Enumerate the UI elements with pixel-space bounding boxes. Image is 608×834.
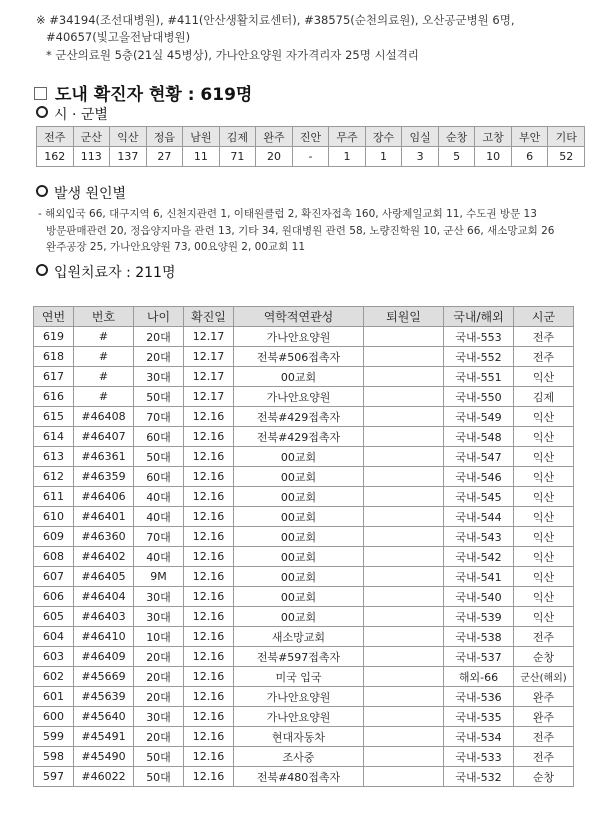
city-header-cell: 임실 [402, 127, 439, 147]
table-cell: 00교회 [234, 547, 364, 567]
table-cell: 익산 [514, 427, 574, 447]
table-cell: 국내-540 [444, 587, 514, 607]
cause-list [38, 206, 588, 256]
table-cell: 국내-548 [444, 427, 514, 447]
table-cell: 12.16 [184, 627, 234, 647]
table-cell: 607 [34, 567, 74, 587]
table-header-cell: 번호 [74, 307, 134, 327]
table-cell: 12.16 [184, 487, 234, 507]
city-count-cell: 71 [219, 147, 256, 167]
table-cell: 익산 [514, 587, 574, 607]
table-cell [364, 707, 444, 727]
table-cell: 익산 [514, 547, 574, 567]
table-cell: 전주 [514, 727, 574, 747]
table-cell: 20대 [134, 667, 184, 687]
table-cell: 00교회 [234, 587, 364, 607]
table-row [34, 607, 574, 627]
city-header-cell: 무주 [329, 127, 366, 147]
table-cell [364, 427, 444, 447]
table-cell: #45491 [74, 727, 134, 747]
table-row [34, 447, 574, 467]
table-cell: 609 [34, 527, 74, 547]
table-header-row [34, 307, 574, 327]
table-cell: #46407 [74, 427, 134, 447]
table-cell: 12.16 [184, 687, 234, 707]
table-cell: 순창 [514, 647, 574, 667]
table-cell: 20대 [134, 327, 184, 347]
table-cell: 618 [34, 347, 74, 367]
table-cell: 12.17 [184, 347, 234, 367]
note-line-3: * 군산의료원 5층(21실 45병상), 가나안요양원 자가격리자 25명 시설격리 [46, 48, 419, 62]
table-cell: 12.16 [184, 447, 234, 467]
table-cell: 00교회 [234, 447, 364, 467]
table-cell: #45639 [74, 687, 134, 707]
city-count-cell: 1 [329, 147, 366, 167]
table-cell: 가나안요양원 [234, 687, 364, 707]
table-cell: 전주 [514, 327, 574, 347]
table-cell: 새소망교회 [234, 627, 364, 647]
table-row [34, 707, 574, 727]
city-header-cell: 고창 [475, 127, 512, 147]
table-cell: # [74, 327, 134, 347]
table-cell: 12.16 [184, 567, 234, 587]
cause-line-3: 완주공장 25, 가나안요양원 73, 00요양원 2, 00교회 11 [46, 241, 306, 253]
table-cell: 12.16 [184, 767, 234, 787]
table-cell [364, 587, 444, 607]
table-cell: 군산(해외) [514, 667, 574, 687]
table-cell: 국내-541 [444, 567, 514, 587]
table-row [34, 727, 574, 747]
table-row [34, 407, 574, 427]
table-cell: 20대 [134, 727, 184, 747]
table-cell: 12.16 [184, 527, 234, 547]
table-cell: 국내-536 [444, 687, 514, 707]
circle-bullet-icon [36, 264, 48, 276]
table-cell: 국내-547 [444, 447, 514, 467]
table-cell: 12.16 [184, 547, 234, 567]
table-cell: 12.16 [184, 427, 234, 447]
page-title [34, 80, 252, 105]
table-cell [364, 687, 444, 707]
city-heading [36, 104, 108, 124]
table-row [34, 467, 574, 487]
table-cell: 30대 [134, 587, 184, 607]
note-line-2: #40657(빛고을전남대병원) [46, 30, 191, 44]
table-cell: 20대 [134, 647, 184, 667]
table-cell: 국내-545 [444, 487, 514, 507]
table-cell: 619 [34, 327, 74, 347]
table-cell: 국내-551 [444, 367, 514, 387]
table-cell: #46402 [74, 547, 134, 567]
table-cell: 해외-66 [444, 667, 514, 687]
table-cell [364, 527, 444, 547]
table-cell: 완주 [514, 707, 574, 727]
table-cell [364, 447, 444, 467]
cause-line-2: 방문판매관련 20, 정읍양지마을 관련 13, 기타 34, 원대병원 관련 58, 노량진학원 10, 군산 66, 새소망교회 26 [46, 224, 555, 237]
patient-table [33, 306, 574, 787]
table-header-cell: 연번 [34, 307, 74, 327]
table-cell [364, 467, 444, 487]
checkbox-square-icon [34, 87, 47, 100]
table-cell: 국내-549 [444, 407, 514, 427]
table-cell: 598 [34, 747, 74, 767]
table-cell: 00교회 [234, 467, 364, 487]
table-cell: 국내-537 [444, 647, 514, 667]
table-row [34, 347, 574, 367]
table-cell: 617 [34, 367, 74, 387]
table-cell: 12.16 [184, 707, 234, 727]
table-cell: 국내-546 [444, 467, 514, 487]
table-cell: 615 [34, 407, 74, 427]
city-header-cell: 부안 [511, 127, 548, 147]
table-cell: 00교회 [234, 607, 364, 627]
cause-heading [36, 183, 126, 203]
table-cell [364, 747, 444, 767]
table-cell: #46360 [74, 527, 134, 547]
table-cell: 조사중 [234, 747, 364, 767]
table-cell: 전북#506접촉자 [234, 347, 364, 367]
table-row [34, 647, 574, 667]
table-cell: 국내-544 [444, 507, 514, 527]
table-cell: 611 [34, 487, 74, 507]
table-cell: # [74, 387, 134, 407]
city-count-cell: 52 [548, 147, 585, 167]
table-cell: 40대 [134, 487, 184, 507]
city-header-cell: 군산 [73, 127, 110, 147]
table-cell: 12.17 [184, 367, 234, 387]
table-cell: #46022 [74, 767, 134, 787]
table-row [34, 327, 574, 347]
city-heading-text: 시 · 군별 [54, 107, 108, 123]
table-cell: 익산 [514, 487, 574, 507]
table-cell: 70대 [134, 527, 184, 547]
table-cell: 국내-532 [444, 767, 514, 787]
table-header-cell: 시군 [514, 307, 574, 327]
table-cell [364, 407, 444, 427]
table-cell: 614 [34, 427, 74, 447]
table-cell: #45640 [74, 707, 134, 727]
city-count-cell: 137 [110, 147, 147, 167]
table-cell: 616 [34, 387, 74, 407]
table-cell: 70대 [134, 407, 184, 427]
table-cell: 30대 [134, 707, 184, 727]
table-cell: #46408 [74, 407, 134, 427]
table-cell: #45669 [74, 667, 134, 687]
table-row [34, 487, 574, 507]
page-title-text: 도내 확진자 현황 : 619명 [55, 85, 253, 105]
table-cell [364, 667, 444, 687]
table-row [34, 507, 574, 527]
table-header-cell: 국내/해외 [444, 307, 514, 327]
table-cell: 597 [34, 767, 74, 787]
table-header-cell: 확진일 [184, 307, 234, 327]
city-count-cell: 27 [146, 147, 183, 167]
table-cell: 익산 [514, 567, 574, 587]
city-count-cell: 3 [402, 147, 439, 167]
table-cell [364, 327, 444, 347]
table-cell: 국내-553 [444, 327, 514, 347]
table-cell [364, 727, 444, 747]
table-cell: 12.17 [184, 387, 234, 407]
city-header-cell: 익산 [110, 127, 147, 147]
table-cell: 30대 [134, 367, 184, 387]
city-count-table [36, 126, 585, 167]
table-cell: #45490 [74, 747, 134, 767]
table-cell: 00교회 [234, 487, 364, 507]
note-line-1: ※ #34194(조선대병원), #411(안산생활치료센터), #38575(순천의료원), 오산공군병원 6명, [36, 13, 515, 27]
table-cell: 40대 [134, 547, 184, 567]
table-cell: 00교회 [234, 527, 364, 547]
table-cell: #46410 [74, 627, 134, 647]
table-row [34, 567, 574, 587]
table-row [34, 587, 574, 607]
table-cell: 00교회 [234, 567, 364, 587]
table-cell: 12.16 [184, 607, 234, 627]
table-cell: 604 [34, 627, 74, 647]
table-cell [364, 567, 444, 587]
table-cell: 20대 [134, 687, 184, 707]
hospital-heading [36, 262, 175, 282]
table-cell: 국내-539 [444, 607, 514, 627]
table-cell: 12.16 [184, 647, 234, 667]
table-row [34, 427, 574, 447]
circle-bullet-icon [36, 185, 48, 197]
city-header-cell: 장수 [365, 127, 402, 147]
city-count-row [37, 147, 585, 167]
city-count-cell: - [292, 147, 329, 167]
table-cell [364, 627, 444, 647]
table-cell: 601 [34, 687, 74, 707]
table-row [34, 747, 574, 767]
table-header-cell: 퇴원일 [364, 307, 444, 327]
table-cell: 현대자동차 [234, 727, 364, 747]
city-header-cell: 남원 [183, 127, 220, 147]
table-cell: 전주 [514, 347, 574, 367]
city-count-cell: 162 [37, 147, 74, 167]
table-cell: 가나안요양원 [234, 387, 364, 407]
table-cell: 30대 [134, 607, 184, 627]
table-cell: 가나안요양원 [234, 327, 364, 347]
table-cell: 608 [34, 547, 74, 567]
table-cell: 익산 [514, 527, 574, 547]
table-cell: 610 [34, 507, 74, 527]
table-header-cell: 역학적연관성 [234, 307, 364, 327]
table-cell: 50대 [134, 387, 184, 407]
city-count-cell: 6 [511, 147, 548, 167]
table-cell: 12.16 [184, 467, 234, 487]
table-cell: 12.16 [184, 727, 234, 747]
cause-line-1: - 해외입국 66, 대구지역 6, 신천지관련 1, 이태원클럽 2, 확진자접촉 160, 사랑제일교회 11, 수도권 방문 13 [38, 208, 537, 220]
table-cell: #46405 [74, 567, 134, 587]
table-cell: 00교회 [234, 507, 364, 527]
table-cell: 국내-543 [444, 527, 514, 547]
table-cell: 12.16 [184, 507, 234, 527]
city-count-cell: 11 [183, 147, 220, 167]
table-cell: 전주 [514, 627, 574, 647]
table-row [34, 687, 574, 707]
table-cell: #46409 [74, 647, 134, 667]
table-cell: 국내-542 [444, 547, 514, 567]
table-cell: # [74, 367, 134, 387]
table-cell: 60대 [134, 427, 184, 447]
table-row [34, 627, 574, 647]
table-cell: 50대 [134, 747, 184, 767]
table-cell [364, 487, 444, 507]
table-cell: 603 [34, 647, 74, 667]
table-cell: 전북#480접촉자 [234, 767, 364, 787]
table-cell: 전북#429접촉자 [234, 427, 364, 447]
table-cell [364, 767, 444, 787]
table-cell: 612 [34, 467, 74, 487]
table-cell: 600 [34, 707, 74, 727]
table-cell: 익산 [514, 467, 574, 487]
table-cell: 가나안요양원 [234, 707, 364, 727]
city-header-cell: 전주 [37, 127, 74, 147]
table-cell: 12.16 [184, 747, 234, 767]
table-cell: 12.17 [184, 327, 234, 347]
table-cell: #46361 [74, 447, 134, 467]
city-header-cell: 진안 [292, 127, 329, 147]
table-cell: 전주 [514, 747, 574, 767]
table-cell: 50대 [134, 447, 184, 467]
table-row [34, 767, 574, 787]
table-cell: #46401 [74, 507, 134, 527]
table-row [34, 367, 574, 387]
table-cell: 익산 [514, 407, 574, 427]
table-cell: 익산 [514, 607, 574, 627]
table-cell: 20대 [134, 347, 184, 367]
circle-bullet-icon [36, 106, 48, 118]
table-cell: 순창 [514, 767, 574, 787]
table-cell: 602 [34, 667, 74, 687]
table-cell: #46403 [74, 607, 134, 627]
table-row [34, 387, 574, 407]
table-cell: 국내-535 [444, 707, 514, 727]
table-cell [364, 547, 444, 567]
table-header-cell: 나이 [134, 307, 184, 327]
table-cell [364, 507, 444, 527]
table-cell: 9M [134, 567, 184, 587]
table-row [34, 667, 574, 687]
city-header-cell: 기타 [548, 127, 585, 147]
table-cell [364, 347, 444, 367]
table-cell: 606 [34, 587, 74, 607]
city-count-cell: 20 [256, 147, 293, 167]
table-cell: 국내-533 [444, 747, 514, 767]
city-header-row [37, 127, 585, 147]
table-cell: 익산 [514, 507, 574, 527]
table-row [34, 547, 574, 567]
table-cell: 전북#429접촉자 [234, 407, 364, 427]
table-cell: 40대 [134, 507, 184, 527]
table-cell: 익산 [514, 367, 574, 387]
table-cell: 국내-550 [444, 387, 514, 407]
city-count-cell: 5 [438, 147, 475, 167]
city-count-cell: 10 [475, 147, 512, 167]
table-cell [364, 367, 444, 387]
table-cell: 599 [34, 727, 74, 747]
table-cell: 605 [34, 607, 74, 627]
table-cell [364, 647, 444, 667]
table-cell: 완주 [514, 687, 574, 707]
table-cell: 국내-538 [444, 627, 514, 647]
city-header-cell: 정읍 [146, 127, 183, 147]
city-header-cell: 완주 [256, 127, 293, 147]
cause-heading-text: 발생 원인별 [54, 186, 127, 202]
table-cell: 00교회 [234, 367, 364, 387]
table-cell: # [74, 347, 134, 367]
table-cell: #46359 [74, 467, 134, 487]
table-cell: #46404 [74, 587, 134, 607]
table-cell: 12.16 [184, 667, 234, 687]
table-cell: 60대 [134, 467, 184, 487]
table-cell: 국내-552 [444, 347, 514, 367]
table-cell: #46406 [74, 487, 134, 507]
table-cell: 12.16 [184, 587, 234, 607]
table-cell: 50대 [134, 767, 184, 787]
table-cell: 익산 [514, 447, 574, 467]
table-cell [364, 387, 444, 407]
city-header-cell: 김제 [219, 127, 256, 147]
city-count-cell: 113 [73, 147, 110, 167]
table-cell: 12.16 [184, 407, 234, 427]
table-cell [364, 607, 444, 627]
table-cell: 김제 [514, 387, 574, 407]
city-header-cell: 순창 [438, 127, 475, 147]
table-cell: 국내-534 [444, 727, 514, 747]
table-cell: 613 [34, 447, 74, 467]
table-cell: 전북#597접촉자 [234, 647, 364, 667]
table-cell: 10대 [134, 627, 184, 647]
table-cell: 미국 입국 [234, 667, 364, 687]
city-count-cell: 1 [365, 147, 402, 167]
hospital-heading-text: 입원치료자 : 211명 [54, 265, 176, 281]
table-row [34, 527, 574, 547]
